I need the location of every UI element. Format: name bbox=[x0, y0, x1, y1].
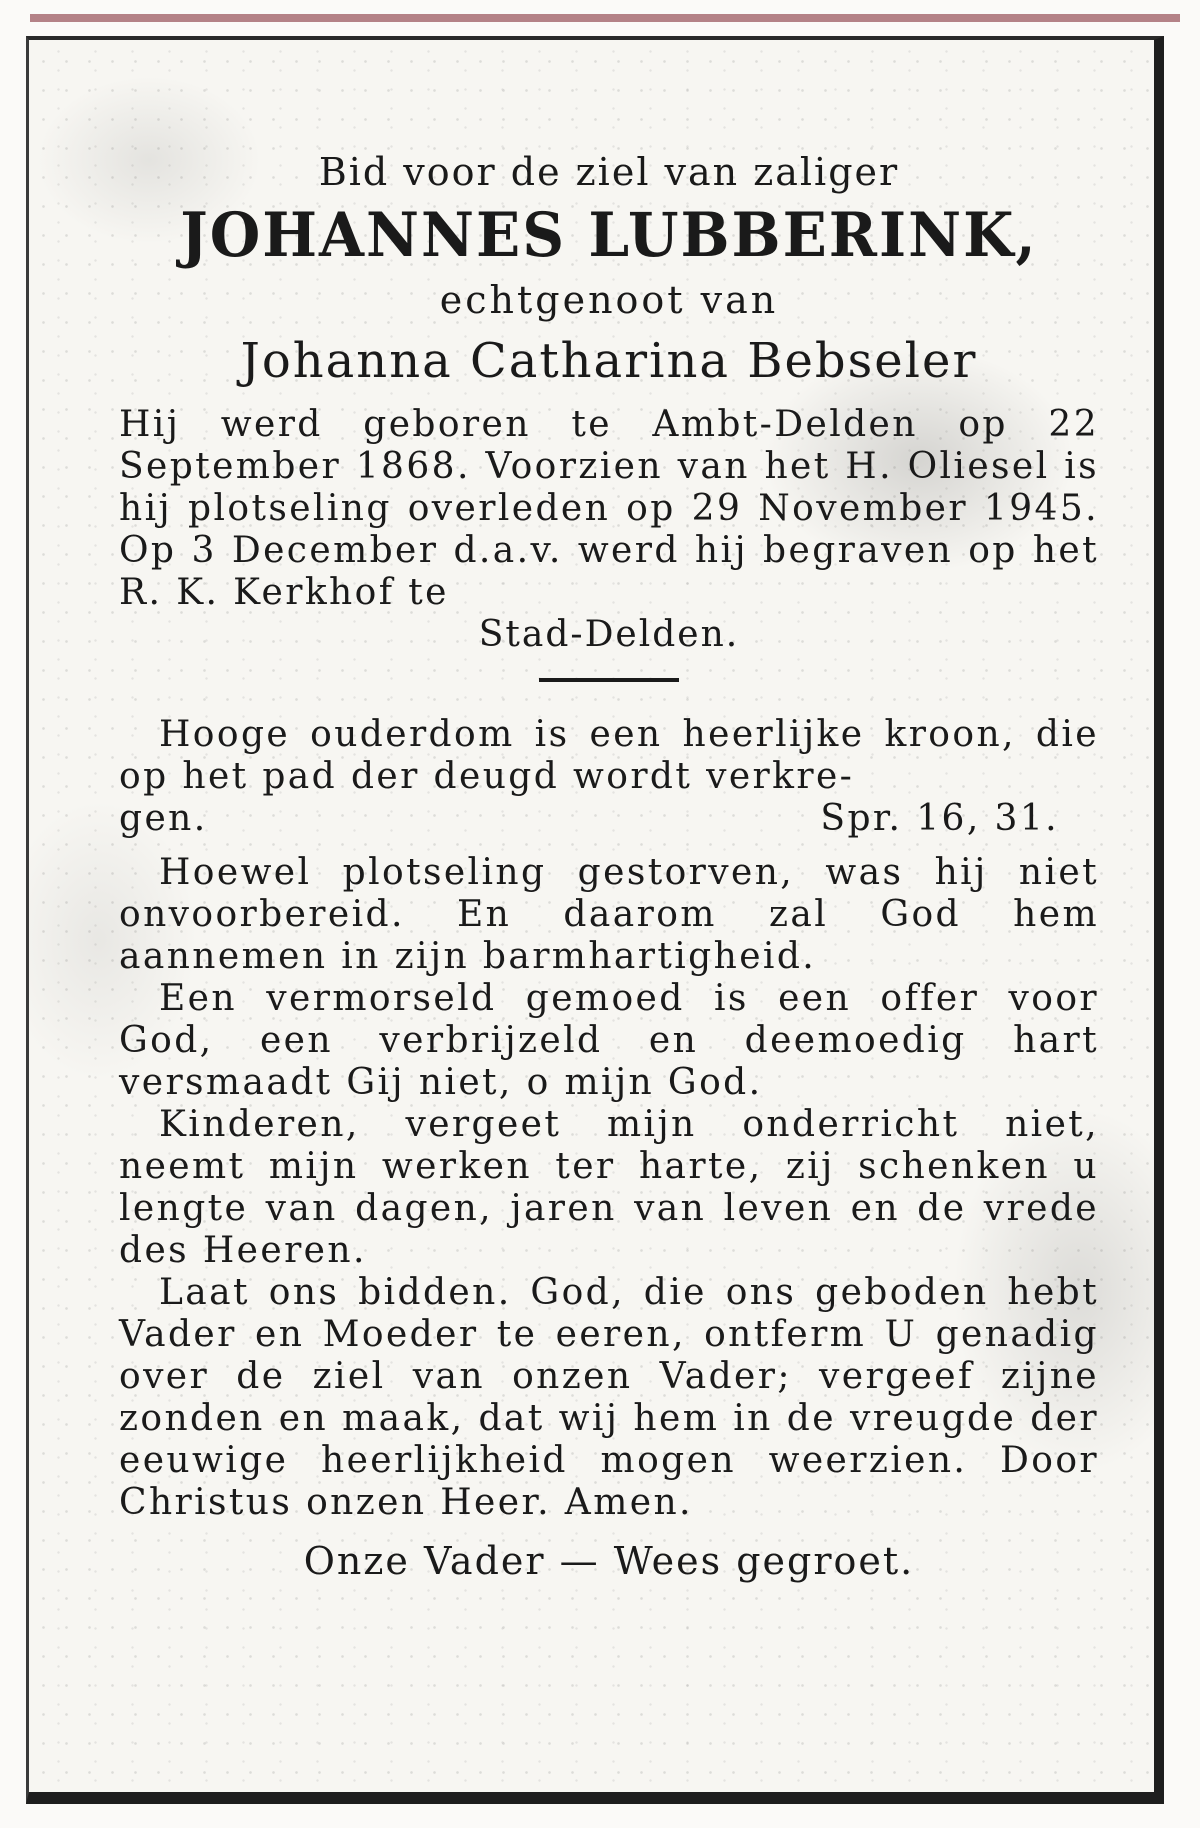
closing-line: Onze Vader — Wees gegroet. bbox=[303, 1539, 915, 1583]
verse-1-tail: gen. bbox=[119, 798, 208, 839]
card-content bbox=[119, 150, 1099, 1584]
verse-1-reference: Spr. 16, 31. bbox=[820, 798, 1059, 839]
memorial-card bbox=[26, 36, 1164, 1804]
prayer-text: Laat ons bidden. God, die ons geboden hebt Vader en Moeder te eeren, ontferm U genadig over de ziel van onzen Vader; vergeef zijne zonden en maak, dat wij hem in de vreugde der eeuwige heerlijkheid mogen weerzien. Door Christus onzen Heer. Amen. bbox=[119, 1272, 1099, 1523]
intro-line: Bid voor de ziel van zaliger bbox=[318, 150, 900, 194]
biography-text: Hij werd geboren te Ambt-Delden op 22 September 1868. Voorzien van het H. Oliesel is hij plotseling overleden op 29 November 1945. Op 3 December d.a.v. werd hij begraven op het R. K. Kerkhof te bbox=[119, 404, 1099, 613]
biography-last-line: Stad-Delden. bbox=[478, 614, 740, 655]
verse-1-footer bbox=[119, 798, 1099, 840]
verse-4-text: Kinderen, vergeet mijn onderricht niet, neemt mijn werken ter harte, zij schenken u lengte van dagen, jaren van leven en de vrede des Heeren. bbox=[119, 1104, 1099, 1271]
divider-rule bbox=[539, 678, 679, 682]
spouse-label: echtgenoot van bbox=[439, 278, 779, 322]
deceased-name: JOHANNES LUBBERINK, bbox=[180, 199, 1038, 271]
spouse-name: Johanna Catharina Bebseler bbox=[240, 333, 978, 389]
verse-2-text: Hoewel plotseling gestorven, was hij niet onvoorbereid. En daarom zal God hem aannemen in zijn barmhartigheid. bbox=[119, 852, 1099, 977]
card-edge bbox=[30, 14, 1180, 22]
verse-3-text: Een vermorseld gemoed is een offer voor God, een verbrijzeld en deemoedig hart versmaadt Gij niet, o mijn God. bbox=[119, 978, 1099, 1103]
verse-1-text: Hooge ouderdom is een heerlijke kroon, die op het pad der deugd wordt verkre- bbox=[119, 714, 1099, 797]
